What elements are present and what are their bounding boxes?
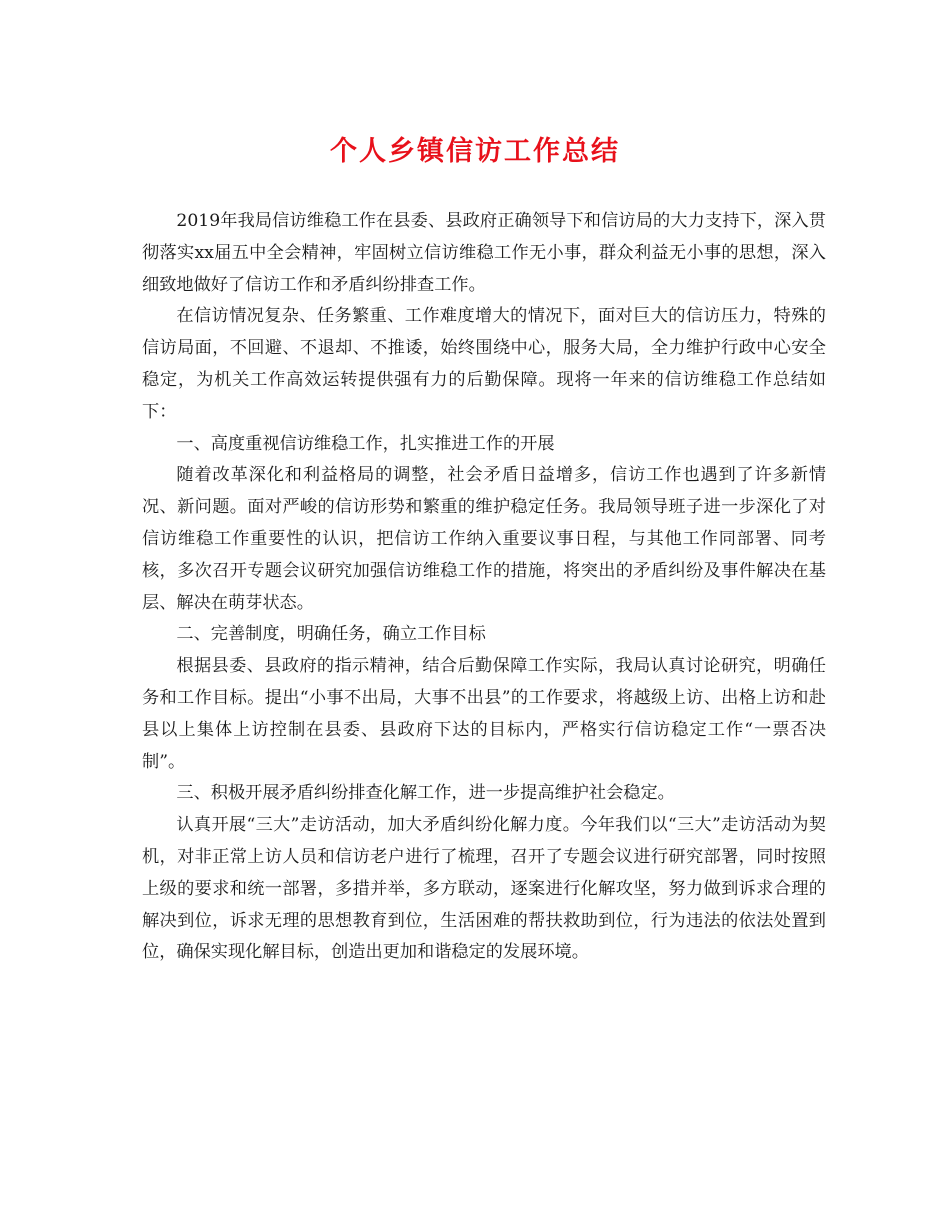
document-body <box>142 206 826 969</box>
section-heading-1: 一、高度重视信访维稳工作，扎实推进工作的开展 <box>176 433 555 454</box>
document-title: 个人乡镇信访工作总结 <box>330 136 620 167</box>
paragraph-section-2: 根据县委、县政府的指示精神，结合后勤保障工作实际，我局认真讨论研究，明确任务和工作目标。提出“小事不出局，大事不出县”的工作要求，将越级上访、出格上访和赴县以上集体上访控制在县委、县政府下达的目标内，严格实行信访稳定工作“一票否决制”。 <box>142 656 826 772</box>
paragraph-section-3: 认真开展“三大”走访活动，加大矛盾纠纷化解力度。今年我们以“三大”走访活动为契机，对非正常上访人员和信访老户进行了梳理，召开了专题会议进行研究部署，同时按照上级的要求和统一部署，多措并举，多方联动，逐案进行化解攻坚，努力做到诉求合理的解决到位，诉求无理的思想教育到位，生活困难的帮扶救助到位，行为违法的依法处置到位，确保实现化解目标，创造出更加和谐稳定的发展环境。 <box>142 815 826 963</box>
section-heading-3: 三、积极开展矛盾纠纷排查化解工作，进一步提高维护社会稳定。 <box>176 783 675 804</box>
section-heading-2: 二、完善制度，明确任务，确立工作目标 <box>176 624 486 645</box>
paragraph-background: 在信访情况复杂、任务繁重、工作难度增大的情况下，面对巨大的信访压力，特殊的信访局面，不回避、不退却、不推诿，始终围绕中心，服务大局，全力维护行政中心安全稳定，为机关工作高效运转提供强有力的后勤保障。现将一年来的信访维稳工作总结如下： <box>142 306 826 422</box>
paragraph-section-1: 随着改革深化和利益格局的调整，社会矛盾日益增多，信访工作也遇到了许多新情况、新问题。面对严峻的信访形势和繁重的维护稳定任务。我局领导班子进一步深化了对信访维稳工作重要性的认识，把信访工作纳入重要议事日程，与其他工作同部署、同考核，多次召开专题会议研究加强信访维稳工作的措施，将突出的矛盾纠纷及事件解决在基层、解决在萌芽状态。 <box>142 465 826 613</box>
paragraph-intro: 2019年我局信访维稳工作在县委、县政府正确领导下和信访局的大力支持下，深入贯彻落实xx届五中全会精神，牢固树立信访维稳工作无小事，群众利益无小事的思想，深入细致地做好了信访工作和矛盾纠纷排查工作。 <box>142 211 826 295</box>
